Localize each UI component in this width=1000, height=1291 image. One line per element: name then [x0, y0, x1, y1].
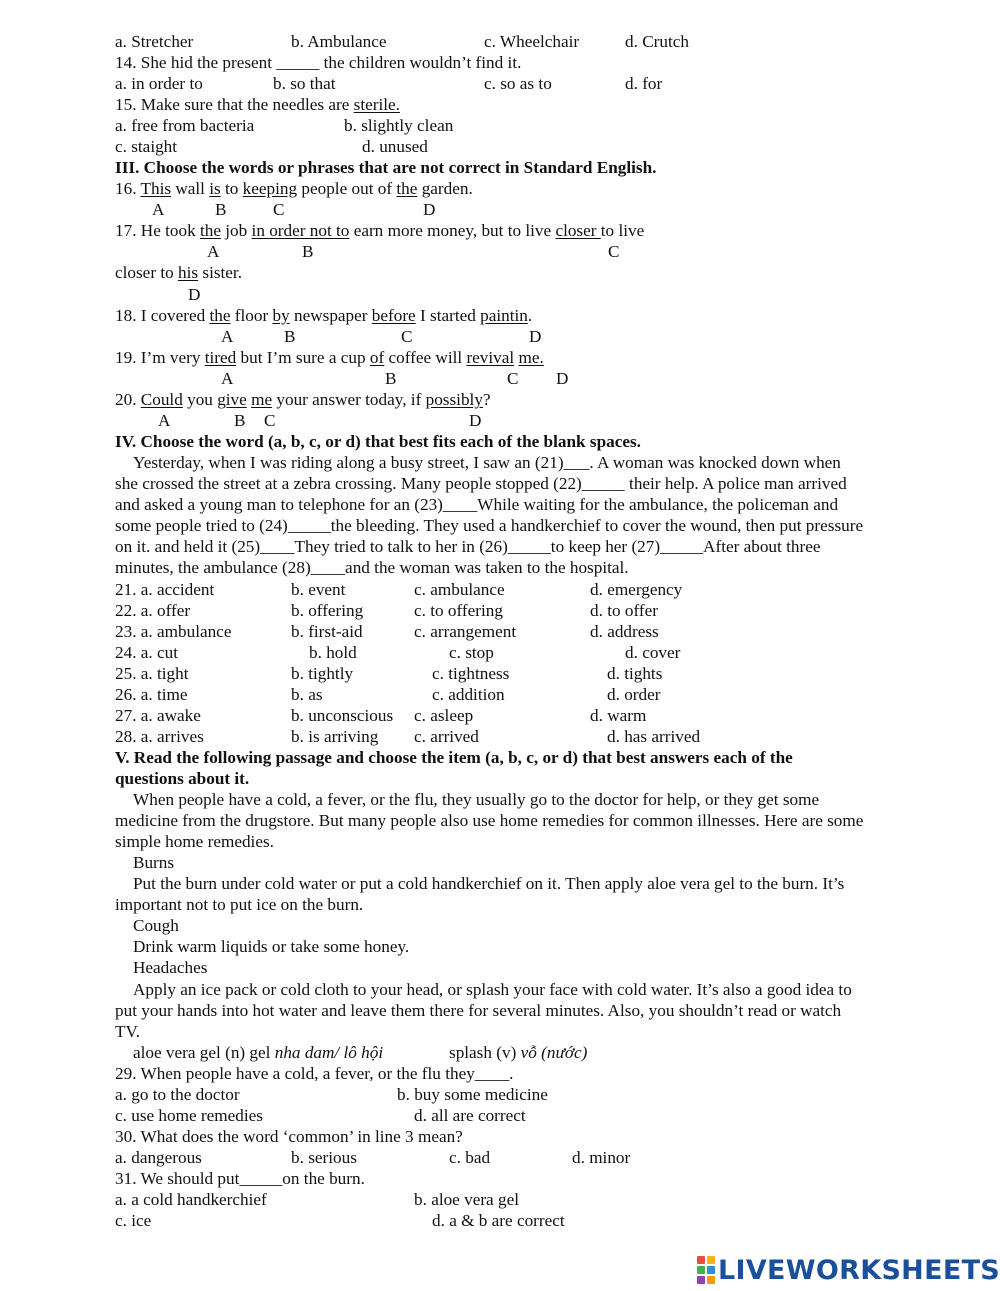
burns-heading: Burns — [133, 853, 175, 872]
section-5-heading-cont: questions about it. — [115, 769, 250, 788]
q19-text: but I’m sure a cup — [236, 348, 370, 367]
q19-part-d: me. — [518, 348, 544, 367]
q20-label-c: C — [264, 411, 276, 430]
q21-option-a: 21. a. accident — [115, 580, 215, 599]
q17-label-d: D — [188, 285, 201, 304]
q22-option-d: d. to offer — [590, 601, 658, 620]
q24-option-a: 24. a. cut — [115, 643, 179, 662]
q29-option-c: c. use home remedies — [115, 1106, 263, 1125]
q16-label-a: A — [152, 200, 165, 219]
q17-text: closer to — [115, 263, 179, 282]
q18-text: newspaper — [289, 306, 372, 325]
glossary-term: aloe vera gel (n) gel — [133, 1043, 275, 1062]
q19-text: 19. I’m very — [115, 348, 205, 367]
q20-part-c: me — [251, 390, 273, 409]
q14-option-d: d. for — [625, 74, 663, 93]
q27-option-d: d. warm — [590, 706, 647, 725]
logo-blocks-icon — [697, 1256, 715, 1284]
passage-5-line: Put the burn under cold water or put a cold handkerchief on it. Then apply aloe vera gel to the burn. It’s — [133, 874, 845, 893]
q26-option-d: d. order — [607, 685, 661, 704]
q21-option-d: d. emergency — [590, 580, 683, 599]
q29-option-d: d. all are correct — [414, 1106, 526, 1125]
q15-text: 15. Make sure that the needles are — [115, 95, 354, 114]
q13-option-a: a. Stretcher — [115, 32, 194, 51]
q19-label-c: C — [507, 369, 519, 388]
glossary-term: splash (v) — [449, 1043, 521, 1062]
q20-part-b: give — [217, 390, 247, 409]
q18-text: . — [527, 306, 533, 325]
q19-label-b: B — [385, 369, 397, 388]
glossary-aloe — [133, 1042, 383, 1063]
q22-option-c: c. to offering — [414, 601, 503, 620]
q18-label-a: A — [221, 327, 234, 346]
passage-5-line: Apply an ice pack or cold cloth to your head, or splash your face with cold water. It’s also a good idea to — [133, 980, 852, 999]
q31-option-a: a. a cold handkerchief — [115, 1190, 267, 1209]
q17-text: job — [220, 221, 252, 240]
section-4-heading: IV. Choose the word (a, b, c, or d) that best fits each of the blank spaces. — [115, 432, 641, 451]
q24-option-c: c. stop — [449, 643, 494, 662]
logo-text: LIVEWORKSHEETS — [718, 1254, 1000, 1286]
q17-part-b: in order not to — [251, 221, 350, 240]
q17-label-a: A — [207, 242, 220, 261]
q28-option-a: 28. a. arrives — [115, 727, 204, 746]
q17-sentence-line2 — [115, 262, 242, 283]
q17-sentence — [115, 220, 644, 241]
passage-4-line: on it. and held it (25)____They tried to talk to her in (26)_____to keep her (27)_____After about three — [115, 537, 821, 556]
q16-text: wall — [171, 179, 210, 198]
q20-sentence — [115, 389, 491, 410]
q22-option-b: b. offering — [291, 601, 364, 620]
q20-label-d: D — [469, 411, 482, 430]
q14-option-c: c. so as to — [484, 74, 552, 93]
q18-part-a: the — [209, 306, 231, 325]
q31-question: 31. We should put_____on the burn. — [115, 1169, 365, 1188]
q18-part-d: paintin — [480, 306, 528, 325]
q17-text: 17. He took — [115, 221, 200, 240]
q30-option-c: c. bad — [449, 1148, 491, 1167]
passage-5-line: TV. — [115, 1022, 140, 1041]
q18-text: I started — [415, 306, 481, 325]
q25-option-a: 25. a. tight — [115, 664, 189, 683]
glossary-translation: nha dam/ lô hội — [274, 1043, 384, 1062]
q18-part-c: before — [371, 306, 416, 325]
q16-label-b: B — [215, 200, 227, 219]
q26-option-c: c. addition — [432, 685, 505, 704]
passage-5-line: When people have a cold, a fever, or the flu, they usually go to the doctor for help, or they get some — [133, 790, 820, 809]
q18-part-b: by — [272, 306, 290, 325]
q16-part-b: is — [209, 179, 221, 198]
q26-option-b: b. as — [291, 685, 323, 704]
cough-heading: Cough — [133, 916, 179, 935]
q19-part-a: tired — [204, 348, 237, 367]
q16-label-c: C — [273, 200, 285, 219]
q18-label-b: B — [284, 327, 296, 346]
q20-text: ? — [482, 390, 491, 409]
q19-label-a: A — [221, 369, 234, 388]
q27-option-c: c. asleep — [414, 706, 474, 725]
q15-option-d: d. unused — [362, 137, 428, 156]
q18-text: floor — [230, 306, 273, 325]
q19-text: coffee will — [384, 348, 467, 367]
q30-question: 30. What does the word ‘common’ in line 3 mean? — [115, 1127, 463, 1146]
q18-label-c: C — [401, 327, 413, 346]
q16-sentence — [115, 178, 473, 199]
q27-option-b: b. unconscious — [291, 706, 394, 725]
q29-option-b: b. buy some medicine — [397, 1085, 548, 1104]
q20-label-b: B — [234, 411, 246, 430]
q13-option-d: d. Crutch — [625, 32, 689, 51]
q16-text: garden. — [417, 179, 473, 198]
q18-label-d: D — [529, 327, 542, 346]
liveworksheets-logo — [697, 1254, 1000, 1286]
q16-text: to — [220, 179, 243, 198]
q23-option-a: 23. a. ambulance — [115, 622, 232, 641]
q26-option-a: 26. a. time — [115, 685, 188, 704]
glossary-splash — [449, 1042, 587, 1063]
q21-option-b: b. event — [291, 580, 346, 599]
passage-5-line: important not to put ice on the burn. — [115, 895, 364, 914]
q17-part-d: his — [178, 263, 199, 282]
passage-4-line: some people tried to (24)_____the bleeding. They used a handkerchief to cover the wound, then put pressure — [115, 516, 864, 535]
q25-option-c: c. tightness — [432, 664, 510, 683]
q14-question: 14. She hid the present _____ the children wouldn’t find it. — [115, 53, 522, 72]
q17-label-b: B — [302, 242, 314, 261]
q13-option-c: c. Wheelchair — [484, 32, 580, 51]
q16-text: people out of — [297, 179, 397, 198]
q15-question — [115, 94, 400, 115]
q25-option-d: d. tights — [607, 664, 663, 683]
q19-part-c: revival — [466, 348, 515, 367]
q24-option-d: d. cover — [625, 643, 681, 662]
q15-option-c: c. staight — [115, 137, 178, 156]
q19-label-d: D — [556, 369, 569, 388]
q28-option-c: c. arrived — [414, 727, 479, 746]
glossary-translation: vỗ (nước) — [520, 1043, 588, 1062]
q28-option-b: b. is arriving — [291, 727, 379, 746]
q13-option-b: b. Ambulance — [291, 32, 387, 51]
q30-option-a: a. dangerous — [115, 1148, 202, 1167]
q15-option-b: b. slightly clean — [344, 116, 454, 135]
q18-text: 18. I covered — [115, 306, 210, 325]
q24-option-b: b. hold — [309, 643, 357, 662]
q16-part-a: This — [140, 179, 172, 198]
q16-part-d: the — [396, 179, 418, 198]
q30-option-b: b. serious — [291, 1148, 357, 1167]
q19-part-b: of — [369, 348, 385, 367]
q15-word: sterile. — [353, 95, 400, 114]
q16-number: 16. — [115, 179, 141, 198]
q27-option-a: 27. a. awake — [115, 706, 201, 725]
q20-text: your answer today, if — [272, 390, 426, 409]
passage-4-line: she crossed the street at a zebra crossing. Many people stopped (22)_____ their help. A police man arrived — [115, 474, 847, 493]
q31-option-b: b. aloe vera gel — [414, 1190, 519, 1209]
q17-part-c: closer — [555, 221, 601, 240]
q14-option-a: a. in order to — [115, 74, 203, 93]
passage-5-line: Drink warm liquids or take some honey. — [133, 937, 410, 956]
q17-text: earn more money, but to live — [349, 221, 556, 240]
q20-part-a: Could — [140, 390, 183, 409]
q23-option-c: c. arrangement — [414, 622, 517, 641]
q18-sentence — [115, 305, 532, 326]
q22-option-a: 22. a. offer — [115, 601, 191, 620]
q17-text: to live — [600, 221, 645, 240]
q31-option-c: c. ice — [115, 1211, 152, 1230]
passage-5-line: simple home remedies. — [115, 832, 274, 851]
q29-question: 29. When people have a cold, a fever, or the flu they____. — [115, 1064, 514, 1083]
section-3-heading: III. Choose the words or phrases that are not correct in Standard English. — [115, 158, 657, 177]
passage-4-line: and asked a young man to telephone for an (23)____While waiting for the ambulance, the policeman and — [115, 495, 839, 514]
q20-part-d: possibly — [425, 390, 483, 409]
q20-text: 20. — [115, 390, 141, 409]
passage-5-line: medicine from the drugstore. But many people also use home remedies for common illnesses. Here are some — [115, 811, 864, 830]
q17-text: sister. — [198, 263, 243, 282]
q30-option-d: d. minor — [572, 1148, 631, 1167]
q19-sentence — [115, 347, 544, 368]
q20-text: you — [182, 390, 218, 409]
passage-4-line: Yesterday, when I was riding along a busy street, I saw an (21)___. A woman was knocked down when — [133, 453, 841, 472]
q23-option-d: d. address — [590, 622, 659, 641]
q16-label-d: D — [423, 200, 436, 219]
q15-option-a: a. free from bacteria — [115, 116, 255, 135]
q25-option-b: b. tightly — [291, 664, 354, 683]
q17-label-c: C — [608, 242, 620, 261]
q14-option-b: b. so that — [273, 74, 336, 93]
headaches-heading: Headaches — [133, 958, 208, 977]
passage-4-line: minutes, the ambulance (28)____and the woman was taken to the hospital. — [115, 558, 629, 577]
q23-option-b: b. first-aid — [291, 622, 363, 641]
passage-5-line: put your hands into hot water and leave them there for several minutes. Also, you shouldn’t read or watch — [115, 1001, 842, 1020]
q16-part-c: keeping — [242, 179, 298, 198]
q20-label-a: A — [158, 411, 171, 430]
q28-option-d: d. has arrived — [607, 727, 701, 746]
section-5-heading: V. Read the following passage and choose the item (a, b, c, or d) that best answers each of the — [115, 748, 793, 767]
q21-option-c: c. ambulance — [414, 580, 505, 599]
q31-option-d: d. a & b are correct — [432, 1211, 565, 1230]
q17-part-a: the — [199, 221, 221, 240]
q29-option-a: a. go to the doctor — [115, 1085, 240, 1104]
